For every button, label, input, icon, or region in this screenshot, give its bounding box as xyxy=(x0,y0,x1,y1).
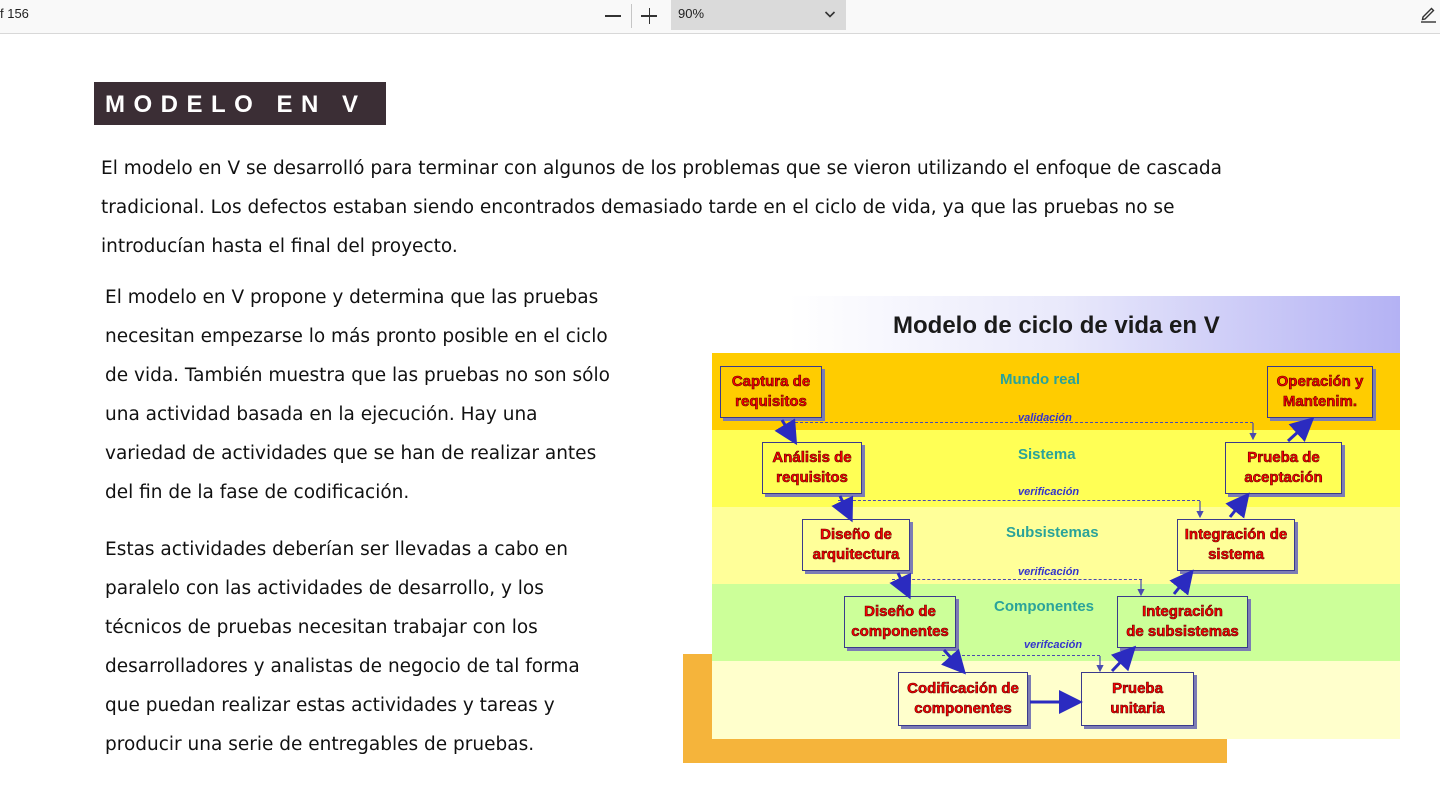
level-label-subsistemas: Subsistemas xyxy=(1006,524,1099,541)
text-line: producir una serie de entregables de pruebas. xyxy=(105,734,535,755)
text-line: del fin de la fase de codificación. xyxy=(105,482,410,503)
arrow-down-4 xyxy=(944,650,962,670)
verification-label-sistema: verificación xyxy=(1018,486,1080,498)
arrow-up-4 xyxy=(1288,421,1310,441)
node-integracion-subsistemas: Integración de subsistemas xyxy=(1117,596,1248,648)
chevron-down-icon xyxy=(824,8,836,20)
arrow-up-1 xyxy=(1112,650,1132,671)
node-integracion-sistema: Integración de sistema xyxy=(1177,519,1295,571)
text-line: desarrolladores y analistas de negocio de tal forma xyxy=(105,656,580,677)
text-line: técnicos de pruebas necesitan trabajar con los xyxy=(105,617,538,638)
zoom-out-icon[interactable] xyxy=(600,3,626,29)
pdf-toolbar xyxy=(0,0,1440,34)
toolbar-divider xyxy=(631,4,632,28)
level-label-mundo-real: Mundo real xyxy=(1000,371,1081,388)
node-prueba-aceptacion: Prueba de aceptación xyxy=(1225,442,1342,494)
node-diseno-arquitectura: Diseño de arquitectura xyxy=(802,519,910,571)
arrow-up-2 xyxy=(1174,574,1190,594)
arrow-down-1 xyxy=(782,420,794,440)
node-prueba-unitaria: Prueba unitaria xyxy=(1081,672,1194,726)
pen-icon[interactable] xyxy=(1418,3,1438,23)
paragraph-2 xyxy=(105,278,610,512)
flow-arrows xyxy=(712,296,1400,739)
text-line: El modelo en V se desarrolló para terminar con algunos de los problemas que se vieron utilizando el enfoque de cascada xyxy=(101,158,1222,179)
section-heading-text: MODELO EN V xyxy=(105,91,367,118)
level-label-sistema: Sistema xyxy=(1018,446,1076,463)
text-line: tradicional. Los defectos estaban siendo encontrados demasiado tarde en el ciclo de vida, ya que las pruebas no se xyxy=(101,197,1175,218)
text-line: Estas actividades deberían ser llevadas a cabo en xyxy=(105,539,568,560)
intro-paragraph xyxy=(101,149,1222,266)
validation-label: validación xyxy=(1018,412,1072,424)
text-line: que puedan realizar estas actividades y tareas y xyxy=(105,695,555,716)
zoom-value: 90% xyxy=(678,6,705,21)
zoom-select[interactable] xyxy=(671,0,846,30)
text-line: una actividad basada en la ejecución. Hay una xyxy=(105,404,538,425)
v-model-diagram xyxy=(712,296,1400,739)
node-operacion-mantenimiento: Operación y Mantenim. xyxy=(1267,366,1373,418)
arrow-up-3 xyxy=(1230,497,1246,517)
verification-label-subsistemas: verificación xyxy=(1018,566,1080,578)
level-label-componentes: Componentes xyxy=(994,598,1095,615)
verification-label-componentes: verifcación xyxy=(1024,639,1083,651)
text-line: paralelo con las actividades de desarrollo, y los xyxy=(105,578,544,599)
arrow-down-2 xyxy=(840,496,850,517)
text-line: El modelo en V propone y determina que las pruebas xyxy=(105,287,599,308)
arrow-down-3 xyxy=(898,573,908,594)
node-analisis-requisitos: Análisis de requisitos xyxy=(762,442,862,494)
text-line: de vida. También muestra que las pruebas no son sólo xyxy=(105,365,610,386)
zoom-in-icon[interactable] xyxy=(636,3,662,29)
figure-title: Modelo de ciclo de vida en V xyxy=(893,312,1220,339)
paragraph-3 xyxy=(105,530,580,764)
node-captura-requisitos: Captura de requisitos xyxy=(720,366,822,418)
node-codificacion-componentes: Codificación de componentes xyxy=(898,672,1028,726)
text-line: necesitan empezarse lo más pronto posible en el ciclo xyxy=(105,326,608,347)
text-line: variedad de actividades que se han de realizar antes xyxy=(105,443,597,464)
section-heading xyxy=(94,82,386,125)
text-line: introducían hasta el final del proyecto. xyxy=(101,236,458,257)
node-diseno-componentes: Diseño de componentes xyxy=(844,596,956,648)
page-count: f 156 xyxy=(0,6,29,21)
